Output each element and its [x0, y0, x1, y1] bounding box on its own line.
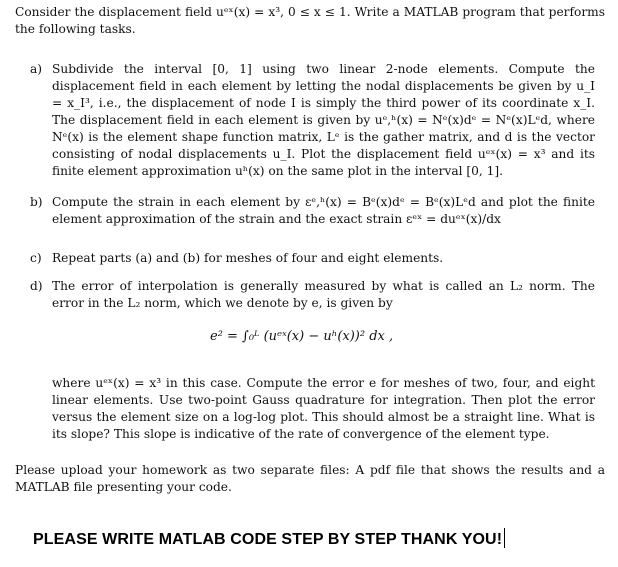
- intro-paragraph: Consider the displacement field uᵉˣ(x) = x³, 0 ≤ x ≤ 1. Write a MATLAB program that performs the following tasks.: [15, 5, 605, 36]
- task-b-text: Compute the strain in each element by εᵉ,ʰ(x) = Bᵉ(x)dᵉ = Bᵉ(x)Lᵉd and plot the finite element approximation of the strain and the exact strain εᵉˣ = duᵉˣ(x)/dx: [52, 195, 595, 226]
- task-a-label: a): [30, 62, 43, 76]
- task-c-text: Repeat parts (a) and (b) for meshes of four and eight elements.: [52, 251, 444, 265]
- task-a-text: Subdivide the interval [0, 1] using two linear 2-node elements. Compute the displacement field in each element by letting the nodal displacements be given by u_I = x_I³, i.e., the displacement of node I is simply the third power of its coordinate x_I. The displacement field in each element is given by uᵉ,ʰ(x) = Nᵉ(x)dᵉ = Nᵉ(x)Lᵉd, where Nᵉ(x) is the element shape function matrix, Lᵉ is the gather matrix, and d is the vector consisting of nodal displacements u_I. Plot the displacement field uᵉˣ(x) = x³ and its finite element approximation uʰ(x) on the same plot in the interval [0, 1].: [52, 62, 595, 178]
- l2-error-formula: e² = ∫₀ᴸ (uᵉˣ(x) − uʰ(x))² dx ,: [210, 329, 394, 344]
- task-d-text: The error of interpolation is generally measured by what is called an L₂ norm. The error in the L₂ norm, which we denote by e, is given by: [52, 279, 595, 310]
- task-c: [30, 250, 595, 267]
- task-c-label: c): [30, 251, 42, 265]
- task-b-label: b): [30, 195, 43, 209]
- task-a: [30, 61, 595, 180]
- task-d-continued-text: where uᵉˣ(x) = x³ in this case. Compute the error e for meshes of two, four, and eight linear elements. Use two-point Gauss quadrature for integration. Then plot the error versus the element size on a log-log plot. This should almost be a straight line. What is its slope? This slope is indicative of the rate of convergence of the element type.: [52, 376, 595, 441]
- upload-instructions: Please upload your homework as two separate files: A pdf file that shows the results and a MATLAB file presenting your code.: [15, 463, 605, 494]
- task-d: [30, 278, 595, 312]
- request-banner: [33, 528, 505, 548]
- request-banner-text: PLEASE WRITE MATLAB CODE STEP BY STEP THANK YOU!: [33, 531, 503, 548]
- text-cursor: [504, 528, 505, 548]
- task-d-continued: [30, 375, 595, 443]
- task-d-label: d): [30, 279, 43, 293]
- task-b: [30, 194, 595, 228]
